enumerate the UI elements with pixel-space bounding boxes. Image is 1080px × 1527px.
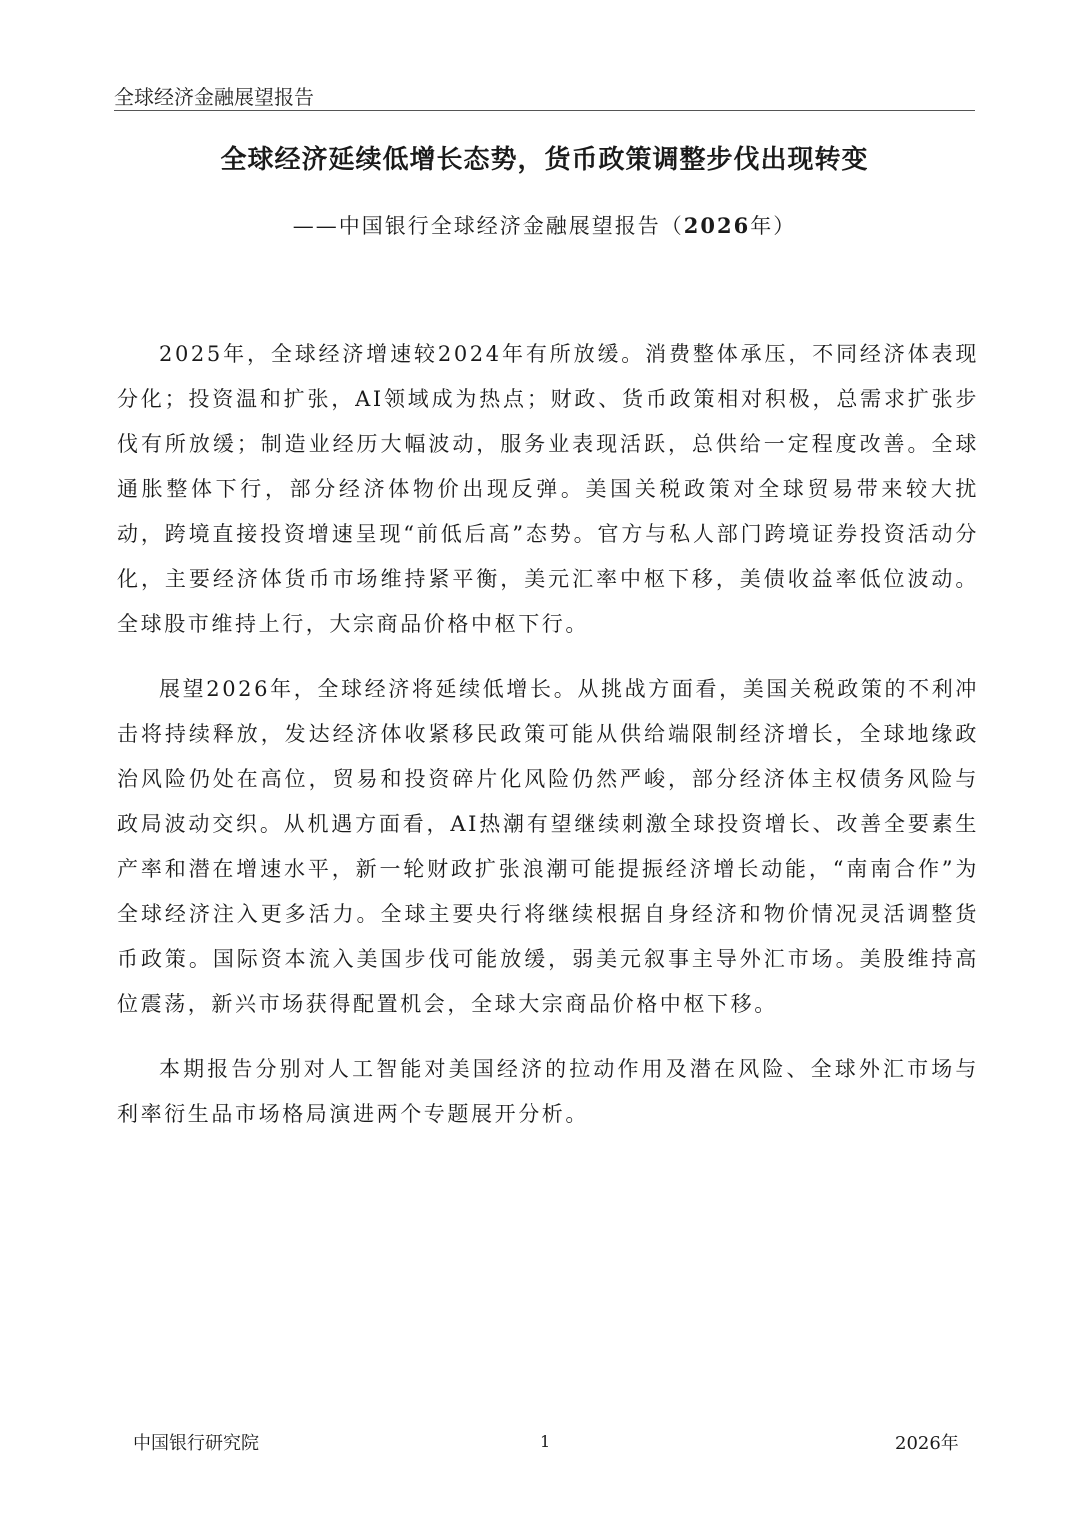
report-title: 全球经济延续低增长态势，货币政策调整步伐出现转变 <box>220 145 869 175</box>
paragraph-2026-outlook: 展望2026年，全球经济将延续低增长。从挑战方面看，美国关税政策的不利冲击将持续释放，发达经济体收紧移民政策可能从供给端限制经济增长，全球地缘政治风险仍处在高位，贸易和投资碎片化风险仍然严峻，部分经济体主权债务风险与政局波动交织。从机遇方面看，AI热潮有望继续刺激全球投资增长、改善全要素生产率和潜在增速水平，新一轮财政扩张浪潮可能提振经济增长动能，“南南合作”为全球经济注入更多活力。全球主要央行将继续根据自身经济和物价情况灵活调整货币政策。国际资本流入美国步伐可能放缓，弱美元叙事主导外汇市场。美股维持高位震荡，新兴市场获得配置机会，全球大宗商品价格中枢下移。 <box>117 677 979 1016</box>
paragraph-special-topics: 本期报告分别对人工智能对美国经济的拉动作用及潜在风险、全球外汇市场与利率衍生品市场格局演进两个专题展开分析。 <box>117 1057 979 1126</box>
running-header: 全球经济金融展望报告 <box>114 85 314 109</box>
paragraph-2025-review: 2025年，全球经济增速较2024年有所放缓。消费整体承压，不同经济体表现分化；投资温和扩张，AI领域成为热点；财政、货币政策相对积极，总需求扩张步伐有所放缓；制造业经历大幅波动，服务业表现活跃，总供给一定程度改善。全球通胀整体下行，部分经济体物价出现反弹。美国关税政策对全球贸易带来较大扰动，跨境直接投资增速呈现“前低后高”态势。官方与私人部门跨境证券投资活动分化，主要经济体货币市场维持紧平衡，美元汇率中枢下移，美债收益率低位波动。全球股市维持上行，大宗商品价格中枢下行。 <box>117 342 979 636</box>
footer-publisher: 中国银行研究院 <box>133 1433 259 1454</box>
subtitle-year: 2026 <box>683 213 751 238</box>
header-divider <box>114 110 975 111</box>
footer-page-number: 1 <box>540 1432 551 1451</box>
subtitle-prefix: ——中国银行全球经济金融展望报告（ <box>292 214 684 238</box>
report-body <box>117 332 979 1157</box>
footer-year: 2026年 <box>895 1433 959 1454</box>
report-subtitle <box>114 208 975 244</box>
subtitle-suffix: 年） <box>750 214 797 238</box>
